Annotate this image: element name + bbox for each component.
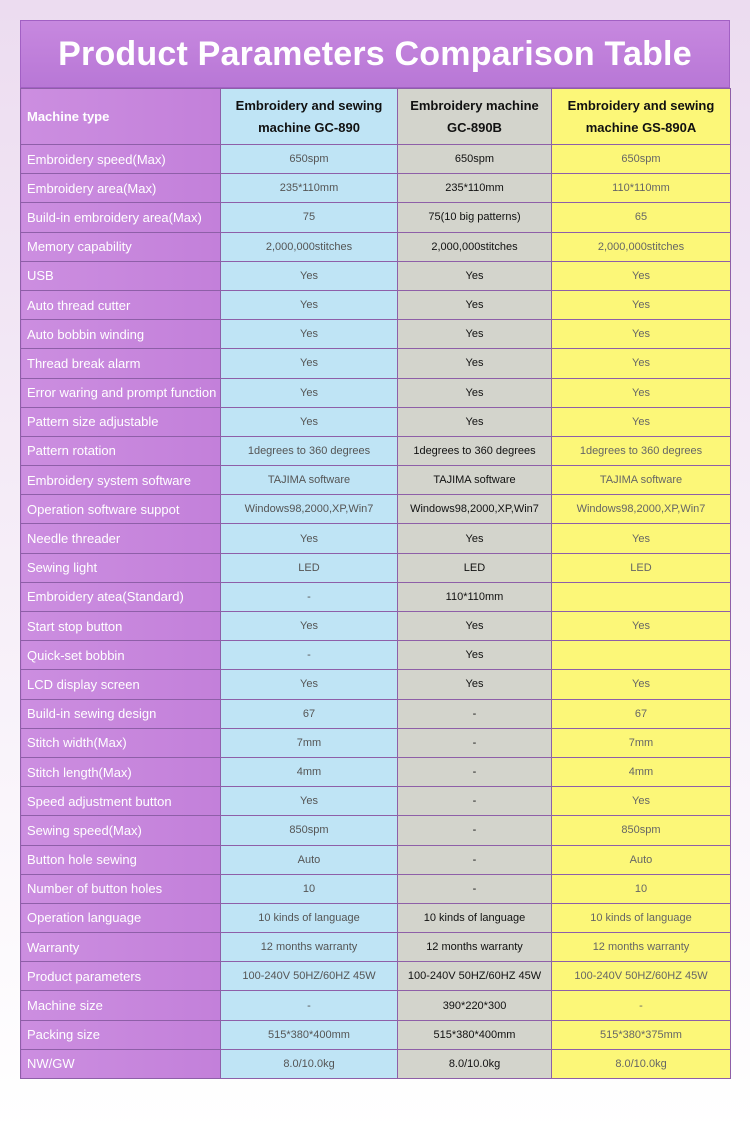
table-row bbox=[21, 261, 731, 290]
cell-value: Yes bbox=[221, 349, 398, 378]
row-label: Pattern rotation bbox=[21, 436, 221, 465]
cell-value: 7mm bbox=[221, 728, 398, 757]
cell-value: 65 bbox=[552, 203, 731, 232]
cell-value: 110*110mm bbox=[552, 174, 731, 203]
cell-value: 110*110mm bbox=[398, 582, 552, 611]
cell-value: TAJIMA software bbox=[221, 466, 398, 495]
row-label: Thread break alarm bbox=[21, 349, 221, 378]
model-header-gc-890b: Embroidery machine GC-890B bbox=[398, 89, 552, 145]
cell-value: 1degrees to 360 degrees bbox=[221, 436, 398, 465]
cell-value: 4mm bbox=[221, 757, 398, 786]
row-label: Number of button holes bbox=[21, 874, 221, 903]
cell-value: 67 bbox=[552, 699, 731, 728]
cell-value: 10 bbox=[221, 874, 398, 903]
table-row bbox=[21, 612, 731, 641]
cell-value: Yes bbox=[398, 612, 552, 641]
cell-value: LED bbox=[552, 553, 731, 582]
table-row bbox=[21, 378, 731, 407]
table-row bbox=[21, 145, 731, 174]
cell-value: Yes bbox=[552, 320, 731, 349]
cell-value: LED bbox=[221, 553, 398, 582]
table-row bbox=[21, 1020, 731, 1049]
row-label: Auto bobbin winding bbox=[21, 320, 221, 349]
cell-value: 4mm bbox=[552, 757, 731, 786]
cell-value: - bbox=[398, 757, 552, 786]
table-row bbox=[21, 174, 731, 203]
row-label: Warranty bbox=[21, 933, 221, 962]
cell-value: Yes bbox=[552, 261, 731, 290]
cell-value: Yes bbox=[221, 670, 398, 699]
cell-value: Yes bbox=[398, 670, 552, 699]
cell-value: Auto bbox=[221, 845, 398, 874]
table-row bbox=[21, 466, 731, 495]
cell-value: Yes bbox=[221, 407, 398, 436]
row-label: Operation software suppot bbox=[21, 495, 221, 524]
cell-value: 100-240V 50HZ/60HZ 45W bbox=[398, 962, 552, 991]
cell-value: 8.0/10.0kg bbox=[221, 1049, 398, 1078]
cell-value: 650spm bbox=[221, 145, 398, 174]
table-row bbox=[21, 933, 731, 962]
table-row bbox=[21, 1049, 731, 1078]
cell-value: Yes bbox=[552, 407, 731, 436]
cell-value: 235*110mm bbox=[221, 174, 398, 203]
cell-value: - bbox=[398, 874, 552, 903]
row-label: Operation language bbox=[21, 903, 221, 932]
cell-value: Yes bbox=[398, 290, 552, 319]
table-row bbox=[21, 670, 731, 699]
table-row bbox=[21, 757, 731, 786]
cell-value: Yes bbox=[398, 641, 552, 670]
table-row bbox=[21, 203, 731, 232]
cell-value: 10 kinds of language bbox=[221, 903, 398, 932]
cell-value: - bbox=[221, 991, 398, 1020]
cell-value: Windows98,2000,XP,Win7 bbox=[398, 495, 552, 524]
cell-value: 8.0/10.0kg bbox=[552, 1049, 731, 1078]
table-row bbox=[21, 641, 731, 670]
table-row bbox=[21, 816, 731, 845]
table-row bbox=[21, 991, 731, 1020]
model-header-gs-890a: Embroidery and sewing machine GS-890A bbox=[552, 89, 731, 145]
table-row bbox=[21, 290, 731, 319]
cell-value: TAJIMA software bbox=[552, 466, 731, 495]
table-row bbox=[21, 320, 731, 349]
table-row bbox=[21, 407, 731, 436]
comparison-table bbox=[20, 88, 731, 1079]
cell-value: 2,000,000stitches bbox=[398, 232, 552, 261]
cell-value: 12 months warranty bbox=[398, 933, 552, 962]
table-row bbox=[21, 845, 731, 874]
row-label: Auto thread cutter bbox=[21, 290, 221, 319]
row-label: Stitch length(Max) bbox=[21, 757, 221, 786]
cell-value: 2,000,000stitches bbox=[221, 232, 398, 261]
cell-value: Yes bbox=[221, 612, 398, 641]
cell-value: Yes bbox=[552, 524, 731, 553]
cell-value: - bbox=[398, 699, 552, 728]
cell-value: Yes bbox=[552, 787, 731, 816]
cell-value: Yes bbox=[221, 320, 398, 349]
cell-value: 7mm bbox=[552, 728, 731, 757]
cell-value bbox=[552, 641, 731, 670]
cell-value: - bbox=[398, 787, 552, 816]
row-label: Error waring and prompt function bbox=[21, 378, 221, 407]
cell-value: Yes bbox=[398, 378, 552, 407]
cell-value: - bbox=[398, 845, 552, 874]
model-header-gc-890: Embroidery and sewing machine GC-890 bbox=[221, 89, 398, 145]
table-row bbox=[21, 553, 731, 582]
table-row bbox=[21, 787, 731, 816]
table-row bbox=[21, 962, 731, 991]
row-label: Product parameters bbox=[21, 962, 221, 991]
table-row bbox=[21, 874, 731, 903]
cell-value: 67 bbox=[221, 699, 398, 728]
row-label: NW/GW bbox=[21, 1049, 221, 1078]
cell-value: 12 months warranty bbox=[221, 933, 398, 962]
row-label: Sewing light bbox=[21, 553, 221, 582]
cell-value: 10 kinds of language bbox=[398, 903, 552, 932]
row-label: Speed adjustment button bbox=[21, 787, 221, 816]
cell-value: 515*380*400mm bbox=[221, 1020, 398, 1049]
row-label: Pattern size adjustable bbox=[21, 407, 221, 436]
cell-value: 515*380*400mm bbox=[398, 1020, 552, 1049]
cell-value: Yes bbox=[552, 349, 731, 378]
row-label: Quick-set bobbin bbox=[21, 641, 221, 670]
table-row bbox=[21, 582, 731, 611]
cell-value: Windows98,2000,XP,Win7 bbox=[221, 495, 398, 524]
cell-value: TAJIMA software bbox=[398, 466, 552, 495]
cell-value: 10 bbox=[552, 874, 731, 903]
row-label: Packing size bbox=[21, 1020, 221, 1049]
cell-value: - bbox=[221, 641, 398, 670]
table-row bbox=[21, 436, 731, 465]
row-label: Embroidery system software bbox=[21, 466, 221, 495]
cell-value: 1degrees to 360 degrees bbox=[398, 436, 552, 465]
row-label: Embroidery speed(Max) bbox=[21, 145, 221, 174]
table-row bbox=[21, 495, 731, 524]
cell-value: 515*380*375mm bbox=[552, 1020, 731, 1049]
row-label: Memory capability bbox=[21, 232, 221, 261]
cell-value: Yes bbox=[398, 320, 552, 349]
cell-value: 8.0/10.0kg bbox=[398, 1049, 552, 1078]
cell-value: Auto bbox=[552, 845, 731, 874]
cell-value: 850spm bbox=[552, 816, 731, 845]
table-row bbox=[21, 728, 731, 757]
table-row bbox=[21, 524, 731, 553]
row-label: Start stop button bbox=[21, 612, 221, 641]
row-label: Embroidery area(Max) bbox=[21, 174, 221, 203]
cell-value: Yes bbox=[552, 670, 731, 699]
row-label: Sewing speed(Max) bbox=[21, 816, 221, 845]
cell-value: 850spm bbox=[221, 816, 398, 845]
cell-value: 650spm bbox=[552, 145, 731, 174]
cell-value: - bbox=[398, 816, 552, 845]
row-label: Build-in embroidery area(Max) bbox=[21, 203, 221, 232]
row-label: LCD display screen bbox=[21, 670, 221, 699]
cell-value: 650spm bbox=[398, 145, 552, 174]
page-title: Product Parameters Comparison Table bbox=[58, 34, 692, 73]
cell-value: 100-240V 50HZ/60HZ 45W bbox=[552, 962, 731, 991]
cell-value: 2,000,000stitches bbox=[552, 232, 731, 261]
cell-value: Yes bbox=[398, 261, 552, 290]
cell-value: LED bbox=[398, 553, 552, 582]
table-body bbox=[21, 89, 731, 1079]
cell-value: 235*110mm bbox=[398, 174, 552, 203]
cell-value: Yes bbox=[221, 378, 398, 407]
title-bar bbox=[20, 20, 730, 88]
cell-value: Windows98,2000,XP,Win7 bbox=[552, 495, 731, 524]
cell-value: Yes bbox=[221, 261, 398, 290]
row-label: Needle threader bbox=[21, 524, 221, 553]
row-label: Button hole sewing bbox=[21, 845, 221, 874]
cell-value bbox=[552, 582, 731, 611]
cell-value: 75(10 big patterns) bbox=[398, 203, 552, 232]
row-label: Build-in sewing design bbox=[21, 699, 221, 728]
row-label: Embroidery atea(Standard) bbox=[21, 582, 221, 611]
comparison-frame bbox=[20, 20, 730, 1079]
cell-value: - bbox=[398, 728, 552, 757]
cell-value: Yes bbox=[221, 290, 398, 319]
cell-value: 100-240V 50HZ/60HZ 45W bbox=[221, 962, 398, 991]
cell-value: - bbox=[221, 582, 398, 611]
cell-value: 12 months warranty bbox=[552, 933, 731, 962]
cell-value: Yes bbox=[221, 524, 398, 553]
cell-value: 1degrees to 360 degrees bbox=[552, 436, 731, 465]
cell-value: Yes bbox=[398, 407, 552, 436]
header-row bbox=[21, 89, 731, 145]
cell-value: - bbox=[552, 991, 731, 1020]
cell-value: Yes bbox=[398, 524, 552, 553]
cell-value: 10 kinds of language bbox=[552, 903, 731, 932]
table-row bbox=[21, 903, 731, 932]
cell-value: Yes bbox=[221, 787, 398, 816]
cell-value: Yes bbox=[552, 378, 731, 407]
table-row bbox=[21, 699, 731, 728]
cell-value: 75 bbox=[221, 203, 398, 232]
cell-value: 390*220*300 bbox=[398, 991, 552, 1020]
row-label: USB bbox=[21, 261, 221, 290]
header-label: Machine type bbox=[21, 89, 221, 145]
table-row bbox=[21, 232, 731, 261]
table-row bbox=[21, 349, 731, 378]
cell-value: Yes bbox=[398, 349, 552, 378]
cell-value: Yes bbox=[552, 612, 731, 641]
cell-value: Yes bbox=[552, 290, 731, 319]
row-label: Machine size bbox=[21, 991, 221, 1020]
row-label: Stitch width(Max) bbox=[21, 728, 221, 757]
